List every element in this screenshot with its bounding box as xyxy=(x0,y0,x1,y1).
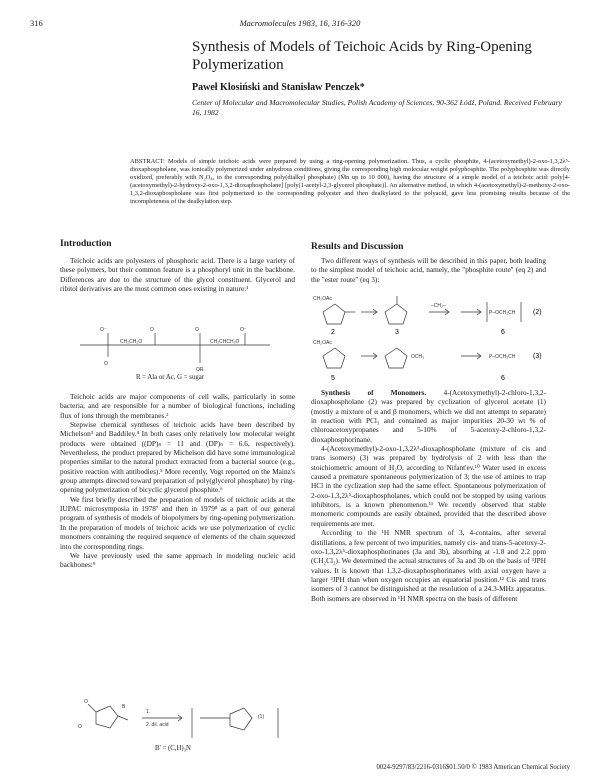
svg-text:O: O xyxy=(150,327,154,333)
scheme2-caption: B' = (C,H)₃N xyxy=(155,745,191,752)
svg-text:–CH₂–: –CH₂– xyxy=(431,303,446,309)
journal-citation: Macromolecules 1983, 16, 316-320 xyxy=(239,18,361,28)
intro-body: Teichoic acids are major components of cell walls, particularly in some bacteria, and are responsible for a number of biological functions, including flux of ions through the membranes.² Stepwise chemical syntheses of teichoic acids have been described by Michelson³ and Baddiley.⁴ In both cases only relatively low molecular weight products were obtained ((DP)ₙ = 11 and (DP)ₙ = 6.6, respectively). Nevertheless, the product prepared by Michelson did have some immunological properties similar to the natural product extracted from a bacterial source (e.g., positive reaction with antibodies).⁵ More recently, Vogt reported on the Mainz's group attempts directed toward preparation of poly(glycerol phosphate) by ring-opening polymerization of bicyclic glycerol phosphite.⁶ We first briefly described the preparation of models of teichoic acids at the IUPAC microsymposia in 1978⁷ and then in 1979⁸ as a part of our general program of synthesis of models of biopolymers by ring-opening polymerization. In the preparation of models of teichoic acids we use polymerization of cyclic monomers containing the required sequence of elements of the chain squeezed into the corresponding rings. We have previously used the same approach in modeling nucleic acid backbones:⁹ xyxy=(60,392,295,570)
svg-text:O: O xyxy=(195,327,199,333)
results-paragraph-1: Two different ways of synthesis will be described in this paper, both leading to the simplest model of teichoic acid, namely, the "phosphite route" (eq 2) and the "ester route" (eq 3): xyxy=(311,256,546,284)
svg-text:(1): (1) xyxy=(258,714,265,720)
abstract: ABSTRACT: Models of simple teichoic acids were prepared by using a ring-opening polymerization. Thus, a cyclic phosphite, 4-(acetoxymethyl)-2-oxo-1,3,2λ⁵-dioxaphospholane, was ionically polymerized under anhydrous conditions, giving the corresponding high molecular weight polyphosphite. The polyphosphite was directly oxidized, preferably with N₂O₄, to the corresponding poly(dialkyl phosphate) (M̄n up to 10 000), having the structure of a simple model of a teichoic acid: poly[4-(acetoxymethyl)-2-hydroxy-2-oxo-1,3,2-dioxaphospholane] [poly(1-acetyl-2,3-glycerol phosphate)]. An alternative method, in which 4-(acetoxymethyl)-2-methoxy-2-oxo-1,3,2-dioxaphospholane was first polymerized to the corresponding polyester and then dealkylated to the polyacid, gave less promising results because of the incompleteness of the dealkylation step. xyxy=(130,158,570,206)
compound-5-label: 5 xyxy=(331,375,335,382)
svg-text:1.: 1. xyxy=(146,709,151,715)
svg-text:P–OCH₂CH: P–OCH₂CH xyxy=(489,354,516,360)
compound-6b-label: 6 xyxy=(501,375,505,382)
scheme-caption: R = Ala or Ac, G = sugar xyxy=(135,374,205,381)
svg-text:O: O xyxy=(84,699,88,705)
svg-text:CH₂CHCH₂O: CH₂CHCH₂O xyxy=(210,339,240,345)
compound-3-label: 3 xyxy=(395,329,399,336)
svg-text:B: B xyxy=(122,704,126,710)
eq3-label: (3) xyxy=(533,353,542,360)
svg-text:CH₂CH₂O: CH₂CH₂O xyxy=(120,339,143,345)
intro-paragraph-1: Teichoic acids are polyesters of phosphoric acid. There is a large variety of these polymers, but their common feature is a phosphoryl unit in the backbone. Differences are due to the structure of the glycol constituent. Glycerol and ribitol derivatives are the most common ones existing in nature:¹ xyxy=(60,256,295,294)
authors: Paweł Klosiński and Stanisław Penczek* xyxy=(192,82,365,93)
compound-2-label: 2 xyxy=(331,329,335,336)
eq2-label: (2) xyxy=(533,309,542,316)
reaction-scheme-eq2-eq3 xyxy=(311,288,551,384)
intro-heading: Introduction xyxy=(60,239,112,249)
affiliation: Center of Molecular and Macromolecular Studies, Polish Academy of Sciences, 90-362 Łódź, Poland. Received February 16, 1982 xyxy=(192,98,562,117)
compound-6-label: 6 xyxy=(501,329,505,336)
svg-text:OCH₃: OCH₃ xyxy=(411,354,425,360)
nucleic-acid-scheme xyxy=(60,694,295,754)
monomer-subheading: Synthesis of Monomers. xyxy=(321,388,427,397)
teichoic-structure-scheme xyxy=(60,323,295,381)
svg-text:CH₂OAc: CH₂OAc xyxy=(313,340,332,346)
page-number: 316 xyxy=(30,18,43,28)
svg-text:O⁻: O⁻ xyxy=(240,327,247,333)
svg-text:O: O xyxy=(104,361,108,367)
copyright-footer: 0024-9297/83/2216-0316$01.50/0 © 1983 American Chemical Society xyxy=(376,764,570,771)
article-title: Synthesis of Models of Teichoic Acids by Ring-Opening Polymerization xyxy=(192,39,532,73)
svg-text:CH₂OAc: CH₂OAc xyxy=(313,296,332,302)
svg-text:OR: OR xyxy=(196,367,204,373)
svg-text:2. dil. acid: 2. dil. acid xyxy=(146,722,169,728)
results-body: Synthesis of Monomers. 4-(Acetoxymethyl)-2-chloro-1,3,2-dioxaphospholane (2) was prepared by cyclization of glycerol acetate (1) (mostly a mixture of α and β monomers, which we did not attempt to separate) in reaction with PCl₃ and contained as major impurities 20-30 wt % of chloroacetoxypropanes and 5-10% of 5-acetoxy-2-chloro-1,3,2-dioxaphosphorinane. 4-(Acetoxymethyl)-2-oxo-1,3,2λ⁵-dioxaphospholane (mixture of cis and trans isomers) (3) was prepared by hydrolysis of 2 with less than the stoichiometric amount of H₂O, according to Nifant'ev.¹⁰ Water used in excess caused a premature spontaneous polymerization of 3; the use of amines to trap HCl in the cyclization step had the same effect. Spontaneous polymerization of 2-oxo-1,3,2λ⁵-dioxaphospholanes, which could not be stopped by using various inhibitors, is a known phenomenon.¹¹ We recently observed that stable monomeric compounds are easily obtained, provided that the described above requirements are met. According to the ¹H NMR spectrum of 3, 4-contains, after several distillations, a few percent of two impurities, namely cis- and trans-5-acetoxy-2-oxo-1,3,2λ⁵-dioxaphosphorinanes (3a and 3b), absorbing at -1.8 and 2.2 ppm (CH₂Cl₂). We determined the actual structures of 3a and 3b on the basis of ³JPH values. It is known that 1,3,2-dioxaphosphorinanes with axial oxygen have a larger ³JPH than when oxygen occupies an equatorial position.¹² Cis and trans isomers of 3 cannot be distinguished at the resolution of a 24.3-MHz apparatus. Both isomers are observed in ¹H NMR spectra on the basis of different xyxy=(311,388,547,603)
svg-text:O: O xyxy=(78,724,82,730)
svg-text:O⁻: O⁻ xyxy=(100,327,107,333)
svg-text:P–OCH₂CH: P–OCH₂CH xyxy=(489,310,516,316)
results-heading: Results and Discussion xyxy=(311,242,404,252)
